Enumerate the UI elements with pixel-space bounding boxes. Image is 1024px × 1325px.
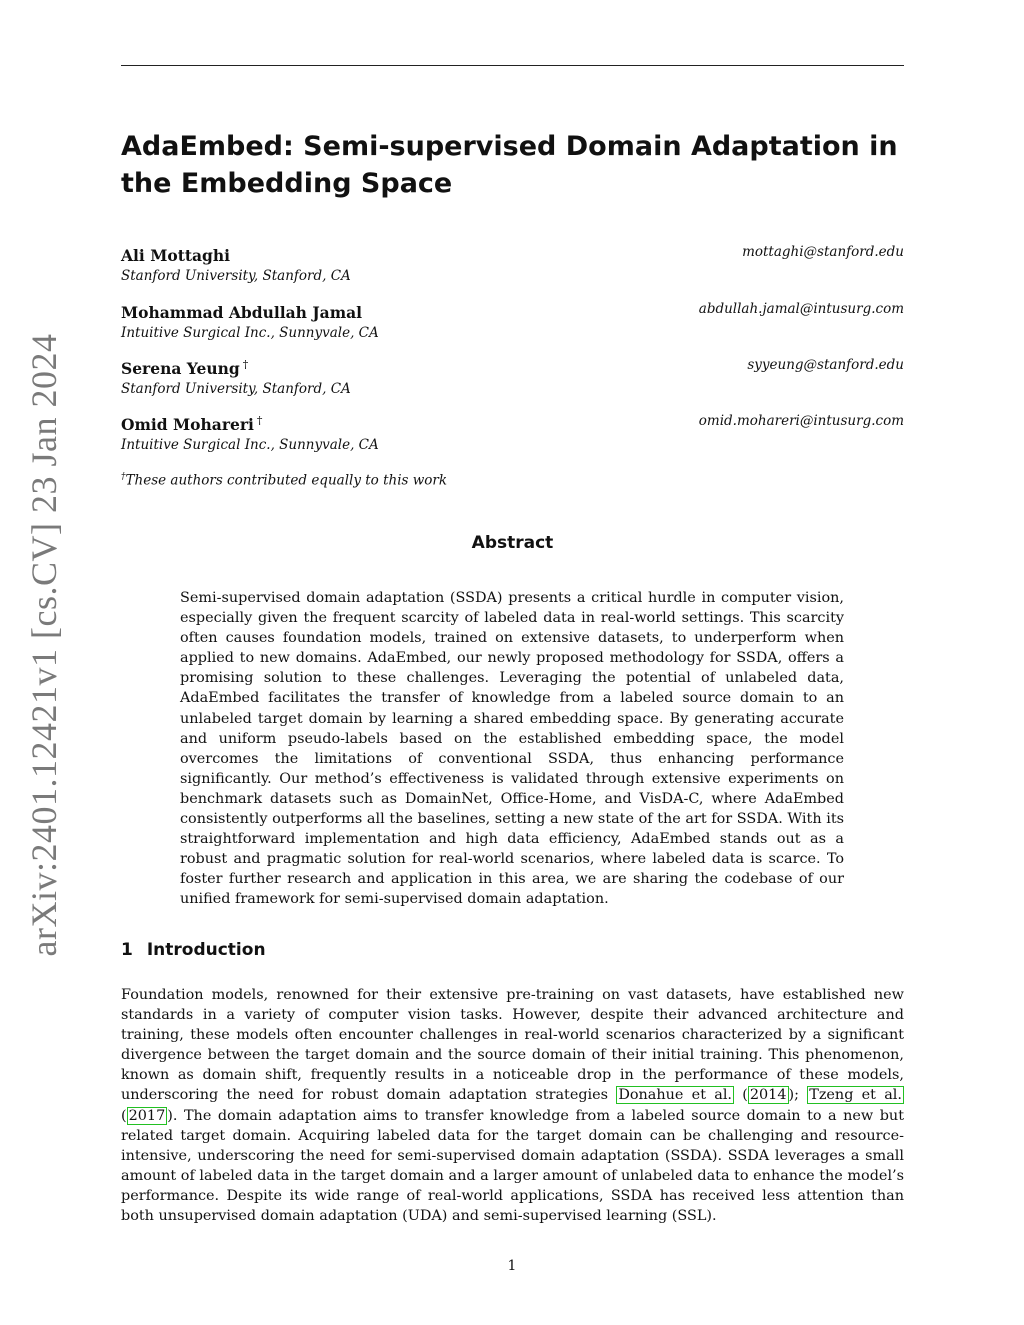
author-email[interactable]: mottaghi@stanford.edu (742, 244, 904, 260)
section-title: Introduction (146, 940, 266, 960)
author-mark: † (256, 414, 263, 427)
author-email[interactable]: omid.mohareri@intusurg.com (698, 413, 904, 429)
equal-contribution-note: †These authors contributed equally to this work (121, 472, 448, 489)
author-block (121, 299, 904, 343)
author-mark: † (242, 358, 249, 371)
author-affiliation: Intuitive Surgical Inc., Sunnyvale, CA (121, 325, 379, 342)
top-rule (121, 65, 904, 66)
arxiv-identifier[interactable]: arXiv:2401.12421v1 [cs.CV] 23 Jan 2024 (24, 333, 64, 957)
abstract-text: Semi-supervised domain adaptation (SSDA) presents a critical hurdle in computer vision, especially given the frequent scarcity of labeled data in real-world settings. This scarcity often causes foundation models, trained on extensive datasets, to underperform when applied to new domains. AdaEmbed, our newly proposed methodology for SSDA, offers a promising solution to these challenges. Leveraging the potential of unlabeled data, AdaEmbed facilitates the transfer of knowledge from a labeled source domain to an unlabeled target domain by learning a shared embedding space. By generating accurate and uniform pseudo-labels based on the established embedding space, the model overcomes the limitations of conventional SSDA, thus enhancing performance significantly. Our method’s effectiveness is validated through extensive experiments on benchmark datasets such as DomainNet, Office-Home, and VisDA-C, where AdaEmbed consistently outperforms all the baselines, setting a new state of the art for SSDA. With its straightforward implementation and high data efficiency, AdaEmbed stands out as a robust and pragmatic solution for real-world scenarios, where labeled data is scarce. To foster further research and application in this area, we are sharing the codebase of our unified framework for semi-supervised domain adaptation. (180, 590, 844, 908)
author-affiliation: Intuitive Surgical Inc., Sunnyvale, CA (121, 437, 379, 454)
paper-title: AdaEmbed: Semi-supervised Domain Adaptation in the Embedding Space (121, 131, 898, 199)
author-block (121, 242, 904, 286)
citation-year-link[interactable]: 2014 (749, 1087, 787, 1104)
abstract-heading: Abstract (471, 533, 554, 553)
citation-year-link[interactable]: 2017 (128, 1107, 166, 1124)
author-email[interactable]: abdullah.jamal@intusurg.com (698, 301, 904, 317)
author-name: Ali Mottaghi (121, 246, 231, 266)
author-name: Omid Mohareri † (121, 414, 263, 435)
section-heading (121, 939, 266, 961)
author-block (121, 355, 904, 399)
citation-link[interactable]: Donahue et al. (618, 1087, 732, 1104)
author-affiliation: Stanford University, Stanford, CA (121, 381, 351, 398)
author-block (121, 411, 904, 455)
author-affiliation: Stanford University, Stanford, CA (121, 268, 351, 285)
section-number: 1 (121, 940, 133, 960)
author-name: Mohammad Abdullah Jamal (121, 303, 363, 323)
intro-paragraph: Foundation models, renowned for their extensive pre-training on vast datasets, have established new standards in a variety of computer vision tasks. However, despite their advanced architecture and training, these models often encounter challenges in real-world scenarios characterized by a significant divergence between the target domain and the source domain of their initial training. This phenomenon, known as domain shift, frequently results in a noticeable drop in the performance of these models, underscoring the need for robust domain adaptation strategies Donahue et al. ( 2014 ); Tzeng et al. ( 2017 ). The domain adaptation aims to transfer knowledge from a labeled source domain to a new but related target domain. Acquiring labeled data for the target domain can be challenging and resource-intensive, underscoring the need for semi-supervised domain adaptation (SSDA). SSDA leverages a small amount of labeled data in the target domain and a larger amount of unlabeled data to enhance the model’s performance. Despite its wide range of real-world applications, SSDA has received less attention than both unsupervised domain adaptation (UDA) and semi-supervised learning (SSL). (121, 987, 904, 1225)
author-email[interactable]: syyeung@stanford.edu (747, 357, 904, 373)
author-name: Serena Yeung † (121, 358, 249, 379)
page-number: 1 (507, 1258, 517, 1274)
citation-link[interactable]: Tzeng et al. (809, 1087, 902, 1104)
